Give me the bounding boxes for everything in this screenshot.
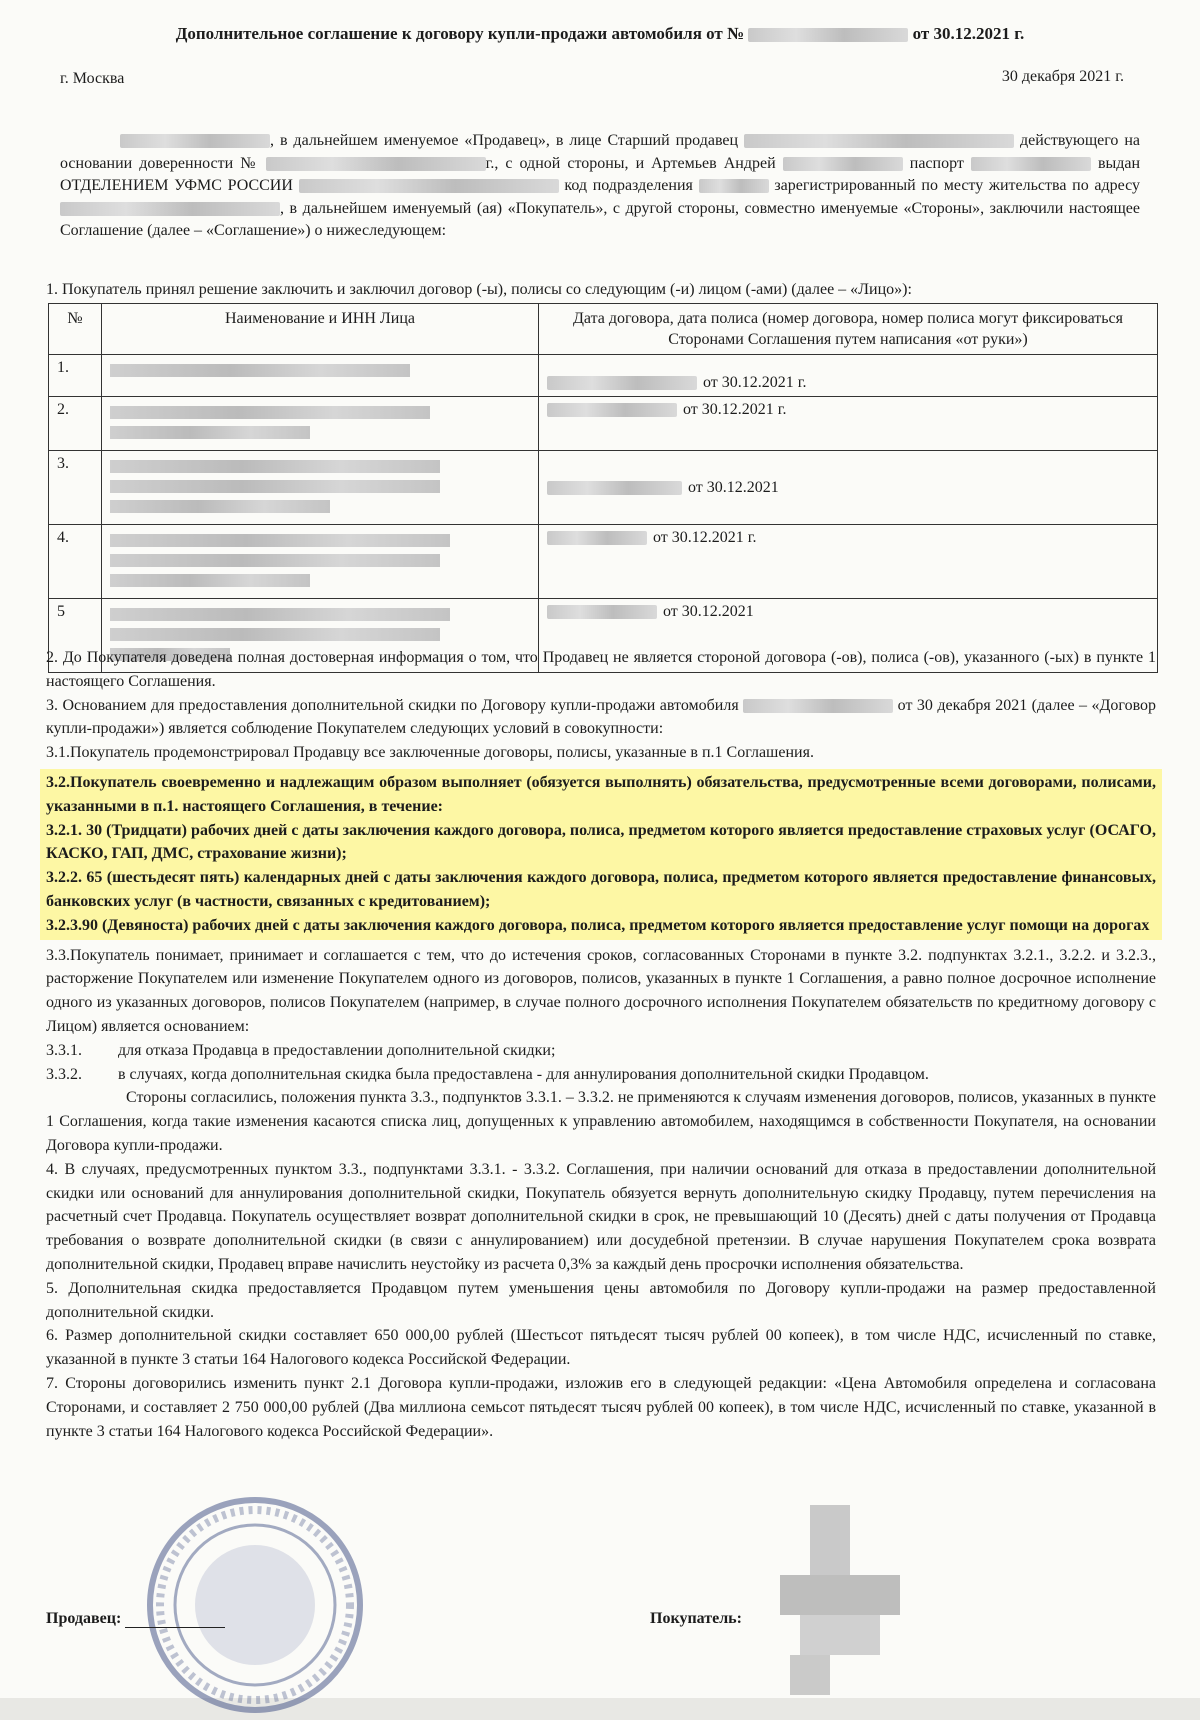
contracts-table bbox=[48, 303, 1158, 673]
table-row bbox=[49, 451, 1158, 525]
document-date: 30 декабря 2021 г. bbox=[1001, 68, 1124, 85]
row-number: 1. bbox=[49, 355, 102, 397]
buyer-label: Покупатель: bbox=[650, 1610, 742, 1627]
date-cell bbox=[539, 451, 1158, 525]
clause-3-3-1 bbox=[46, 1039, 1156, 1063]
city: г. Москва bbox=[60, 70, 125, 87]
row-number: 2. bbox=[49, 397, 102, 451]
document-title bbox=[0, 24, 1200, 44]
clause-text: в случаях, когда дополнительная скидка была предоставлена - для аннулирования дополнительной скидки Продавцом. bbox=[118, 1065, 929, 1083]
table-header-row bbox=[49, 304, 1158, 355]
redacted-contract-number bbox=[748, 28, 908, 42]
seller-signature-line bbox=[46, 1610, 225, 1628]
row-number: 5 bbox=[49, 599, 102, 673]
clause-3-2: 3.2.Покупатель своевременно и надлежащим образом выполняет (обязуется выполнять) обязательства, предусмотренные всеми договорами, полисами, указанными в п.1. настоящего Соглашения, в течение: bbox=[46, 773, 1156, 815]
redacted-buyer-surname bbox=[783, 157, 903, 171]
contract-date: от 30.12.2021 bbox=[663, 603, 754, 620]
clause-3-a: 3. Основанием для предоставления дополнительной скидки по Договору купли-продажи автомобиля bbox=[46, 696, 739, 714]
intro-a: , в дальнейшем именуемое «Продавец», в лице Старший продавец bbox=[270, 132, 739, 149]
clause-text: для отказа Продавца в предоставлении дополнительной скидки; bbox=[118, 1041, 556, 1059]
buyer-signature bbox=[770, 1505, 920, 1695]
clause-3-2-2: 3.2.2. 65 (шестьдесят пять) календарных дней с даты заключения каждого договора, полиса, предметом которого является предоставление финансовых, банковских услуг (в частности, связанных с кредитованием); bbox=[46, 869, 1156, 910]
clause-4: 4. В случаях, предусмотренных пунктом 3.3., подпунктами 3.3.1. - 3.3.2. Соглашения, при наличии оснований для отказа в предоставлении дополнительной скидки или оснований для аннулирования дополнительной скидки, Покупатель обязуется вернуть дополнительную скидку Продавцу, путем перечисления на расчетный счет Продавца. Покупатель осуществляет возврат дополнительной скидки в срок, не превышающий 10 (Десять) дней с даты получения от Продавца требования о возврате дополнительной скидки (в связи с аннулированием) или досудебной претензии. В случае нарушения Покупателем срока возврата дополнительной скидки, Продавец вправе начислить неустойку из расчета 0,3% за каждый день просрочки исполнения обязательства. bbox=[46, 1160, 1156, 1273]
clause-3-1: 3.1.Покупатель продемонстрировал Продавцу все заключенные договоры, полисы, указанные в п.1 Соглашения. bbox=[46, 744, 814, 762]
redacted-seller-name bbox=[120, 134, 270, 148]
redacted-power-of-attorney bbox=[266, 157, 486, 171]
intro-paragraph bbox=[60, 130, 1140, 243]
redacted-contract-no bbox=[547, 605, 657, 619]
table-row bbox=[49, 525, 1158, 599]
clause-3-2-1: 3.2.1. 30 (Тридцати) рабочих дней с даты заключения каждого договора, полиса, предметом которого является предоставление страховых услуг (ОСАГО, КАСКО, ГАП, ДМС, страхование жизни); bbox=[46, 821, 1156, 863]
date-cell bbox=[539, 525, 1158, 599]
redacted-name-cell bbox=[102, 397, 539, 451]
contract-date: от 30.12.2021 г. bbox=[703, 374, 807, 391]
redacted-passport bbox=[971, 157, 1091, 171]
contract-date: от 30.12.2021 г. bbox=[653, 529, 757, 546]
contract-date: от 30.12.2021 bbox=[688, 478, 779, 496]
intro-c: г., с одной стороны, и Артемьев Андрей bbox=[485, 154, 776, 172]
intro-e: выдан ОТДЕЛЕНИЕМ УФМС РОССИИ bbox=[60, 154, 1141, 194]
clause-3-3: 3.3.Покупатель понимает, принимает и соглашается с тем, что до истечения сроков, согласованных Сторонами в пункте 3.2. подпунктах 3.2.1., 3.2.2. и 3.2.3., расторжение Покупателем или изменение Покупателем одного из договоров, полисов, указанных в пункте 1 Соглашения, а равно полное досрочное исполнение одного из указанных договоров, полисов Покупателем (например, в случае полного досрочного исполнения Покупателем обязательств по кредитному договору с Лицом) является основанием: bbox=[46, 946, 1156, 1035]
clause-number: 3.3.2. bbox=[46, 1065, 82, 1083]
clause-3-b: от 30 декабря 2021 (далее – «Договор купли-продажи») является соблюдение Покупателем следующих условий в совокупности: bbox=[46, 696, 1157, 738]
intro-b: действующего на основании доверенности № bbox=[60, 132, 1141, 172]
clause-5: 5. Дополнительная скидка предоставляется Продавцом путем уменьшения цены автомобиля по Договору купли-продажи на размер предоставленной дополнительной скидки. bbox=[46, 1279, 1156, 1321]
row-number: 3. bbox=[49, 451, 102, 525]
signature-underline bbox=[125, 1627, 225, 1628]
highlighted-conditions bbox=[40, 769, 1162, 940]
clause-7: 7. Стороны договорились изменить пункт 2.1 Договора купли-продажи, изложив его в следующей редакции: «Цена Автомобиля определена и согласована Сторонами, и составляет 2 750 000,00 рублей (Два миллиона семьсот пятьдесят тысяч рублей 00 копеек), в том числе НДС, исчисленный по ставке, указанной в пункте 3 статьи 164 Налогового кодекса Российской Федерации». bbox=[46, 1374, 1156, 1440]
contract-date: от 30.12.2021 г. bbox=[683, 401, 787, 418]
date-cell bbox=[539, 355, 1158, 397]
clause-2: 2. До Покупателя доведена полная достоверная информация о том, что Продавец не является стороной договора (-ов), полиса (-ов), указанного (-ых) в пункте 1 настоящего Соглашения. bbox=[46, 649, 1156, 690]
document-body bbox=[46, 646, 1156, 1443]
col-number: № bbox=[49, 304, 102, 355]
clause-3-3-exception: Стороны согласились, положения пункта 3.3., подпунктов 3.3.1. – 3.3.2. не применяются к случаям изменения договоров, полисов, указанных в пункте 1 Соглашения, когда такие изменения касаются списка лиц, допущенных к управлению автомобилем, находящимся в собственности Покупателя, на основании Договора купли-продажи. bbox=[46, 1089, 1156, 1154]
title-suffix: от 30.12.2021 г. bbox=[912, 24, 1025, 43]
redacted-name-cell bbox=[102, 525, 539, 599]
col-name: Наименование и ИНН Лица bbox=[102, 304, 539, 355]
seller-label: Продавец: bbox=[46, 1610, 122, 1627]
clause-1: 1. Покупатель принял решение заключить и заключил договор (-ы), полисы со следующим (-и) лицом (-ами) (далее – «Лицо»): bbox=[46, 281, 912, 298]
table-row bbox=[49, 397, 1158, 451]
clause-3-3-2 bbox=[46, 1063, 1156, 1087]
intro-g: зарегистрированный по месту жительства по адресу bbox=[774, 177, 1141, 194]
intro-d: паспорт bbox=[909, 154, 964, 172]
date-cell bbox=[539, 397, 1158, 451]
redacted-issuer bbox=[299, 179, 559, 193]
seller-stamp bbox=[140, 1490, 370, 1720]
clause-number: 3.3.1. bbox=[46, 1041, 82, 1059]
redacted-address bbox=[60, 202, 280, 216]
redacted-code bbox=[699, 179, 769, 193]
row-number: 4. bbox=[49, 525, 102, 599]
redacted-contract-ref bbox=[743, 699, 893, 713]
redacted-name-cell bbox=[102, 451, 539, 525]
col-date: Дата договора, дата полиса (номер договора, номер полиса могут фиксироваться Сторонами Соглашения путем написания «от руки») bbox=[539, 304, 1158, 355]
title-prefix: Дополнительное соглашение к договору купли-продажи автомобиля от № bbox=[175, 24, 745, 43]
table-row bbox=[49, 355, 1158, 397]
buyer-signature-line bbox=[650, 1610, 742, 1628]
redacted-seller-rep bbox=[744, 134, 1014, 148]
redacted-contract-no bbox=[547, 531, 647, 545]
intro-h: , в дальнейшем именуемый (ая) «Покупатель», с другой стороны, совместно именуемые «Стороны», заключили настоящее Соглашение (далее – «Соглашение») о нижеследующем: bbox=[60, 199, 1140, 239]
redacted-name-cell bbox=[102, 355, 539, 397]
redacted-contract-no bbox=[547, 481, 682, 495]
clause-3 bbox=[46, 694, 1156, 742]
intro-f: код подразделения bbox=[564, 177, 693, 194]
clause-6: 6. Размер дополнительной скидки составляет 650 000,00 рублей (Шестьсот пятьдесят тысяч рублей 00 копеек), в том числе НДС, исчисленный по ставке, указанной в пункте 3 статьи 164 Налогового кодекса Российской Федерации. bbox=[46, 1327, 1156, 1369]
redacted-contract-no bbox=[547, 376, 697, 390]
redacted-contract-no bbox=[547, 403, 677, 417]
clause-3-2-3: 3.2.3.90 (Девяноста) рабочих дней с даты заключения каждого договора, полиса, предметом которого является предоставление услуг помощи на дорогах bbox=[46, 916, 1150, 934]
